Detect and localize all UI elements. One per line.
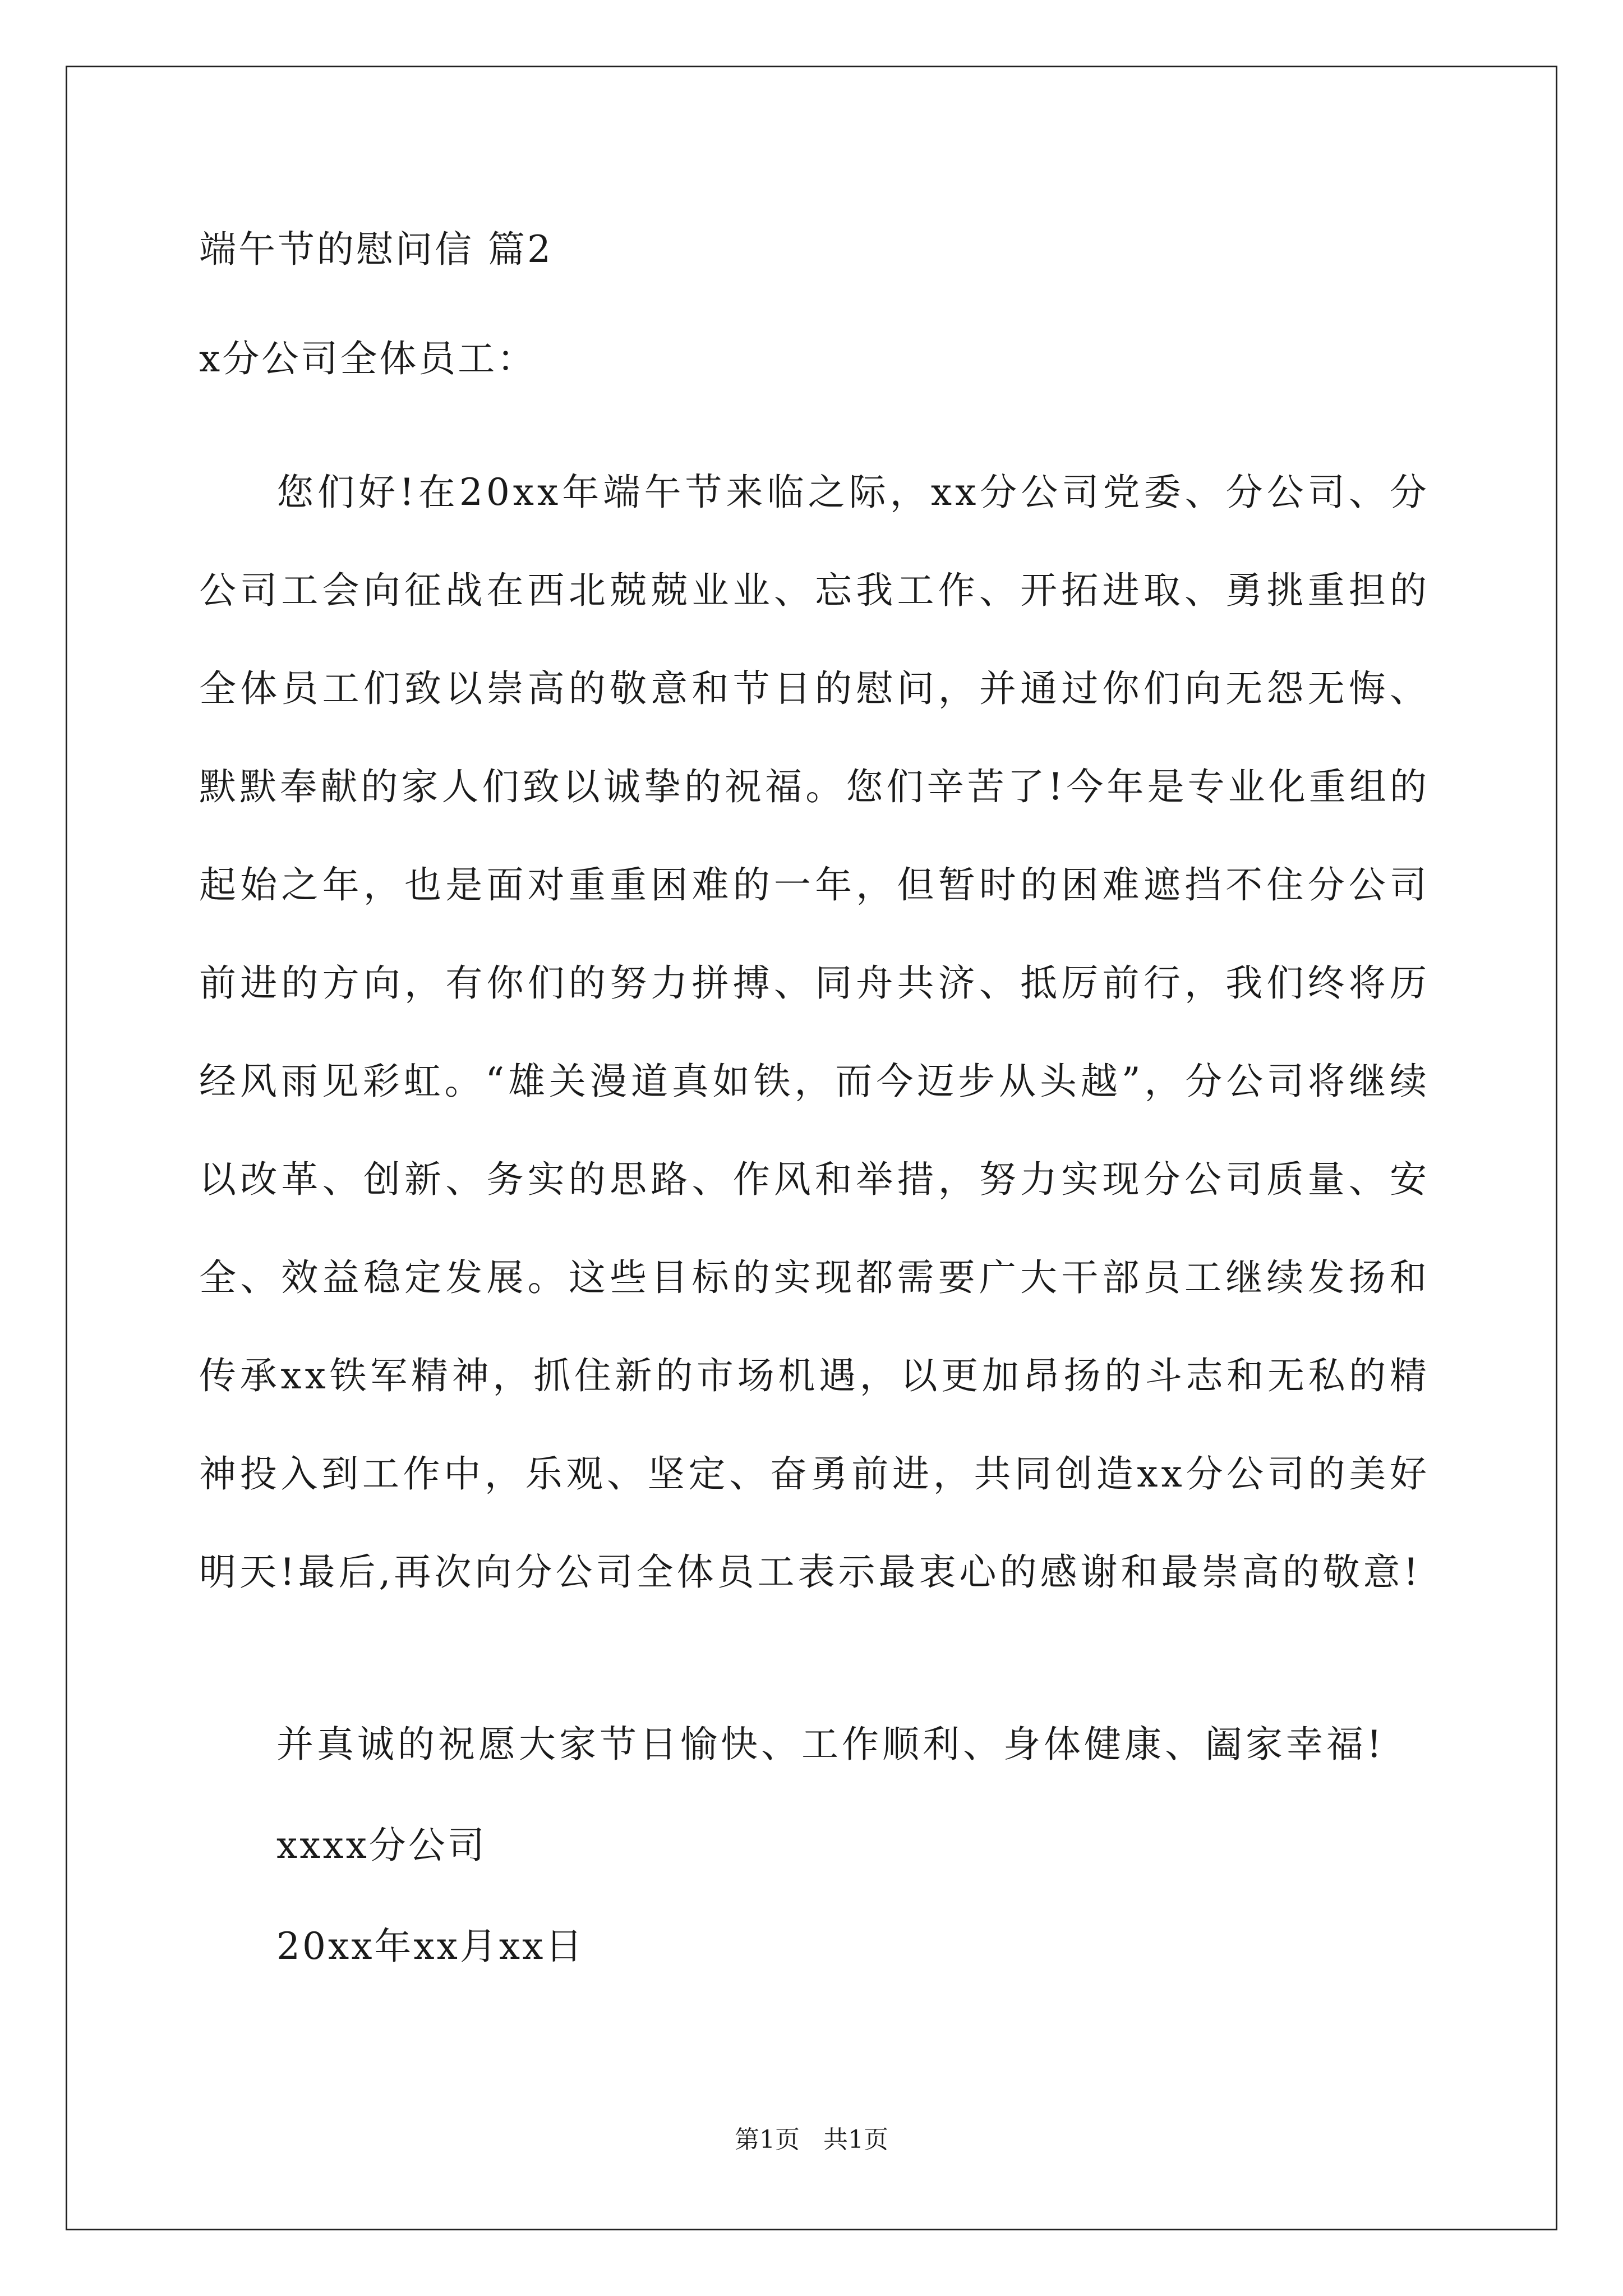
salutation: x分公司全体员工： xyxy=(199,337,537,380)
body-line: 传承xx铁军精神，抓住新的市场机遇，以更加昂扬的斗志和无私的精 xyxy=(199,1354,1430,1397)
document-title: 端午节的慰问信 篇2 xyxy=(199,228,553,271)
body-line: 您们好!在20xx年端午节来临之际，xx分公司党委、分公司、分 xyxy=(276,471,1430,514)
body-line: 起始之年，也是面对重重困难的一年，但暂时的困难遮挡不住分公司 xyxy=(199,863,1430,907)
signer: xxxx分公司 xyxy=(276,1824,487,1867)
closing-wish: 并真诚的祝愿大家节日愉快、工作顺利、身体健康、阖家幸福! xyxy=(276,1723,1385,1766)
body-line: 公司工会向征战在西北兢兢业业、忘我工作、开拓进取、勇挑重担的 xyxy=(199,569,1430,612)
letter-date: 20xx年xx月xx日 xyxy=(276,1925,585,1968)
body-line: 默默奉献的家人们致以诚挚的祝福。您们辛苦了!今年是专业化重组的 xyxy=(199,765,1430,808)
body-line: 经风雨见彩虹。“雄关漫道真如铁，而今迈步从头越”，分公司将继续 xyxy=(199,1060,1430,1103)
body-line: 神投入到工作中，乐观、坚定、奋勇前进，共同创造xx分公司的美好 xyxy=(199,1452,1430,1496)
body-line: 全、效益稳定发展。这些目标的实现都需要广大干部员工继续发扬和 xyxy=(199,1256,1430,1299)
body-line: 以改革、创新、务实的思路、作风和举措，努力实现分公司质量、安 xyxy=(199,1158,1430,1201)
body-line: 明天!最后,再次向分公司全体员工表示最衷心的感谢和最崇高的敬意! xyxy=(199,1550,1422,1594)
body-line: 全体员工们致以崇高的敬意和节日的慰问，并通过你们向无怨无悔、 xyxy=(199,667,1430,710)
body-line: 前进的方向，有你们的努力拼搏、同舟共济、抵厉前行，我们终将历 xyxy=(199,961,1430,1005)
page-footer: 第1页 共1页 xyxy=(735,2125,888,2154)
letter-body xyxy=(199,443,1430,1621)
